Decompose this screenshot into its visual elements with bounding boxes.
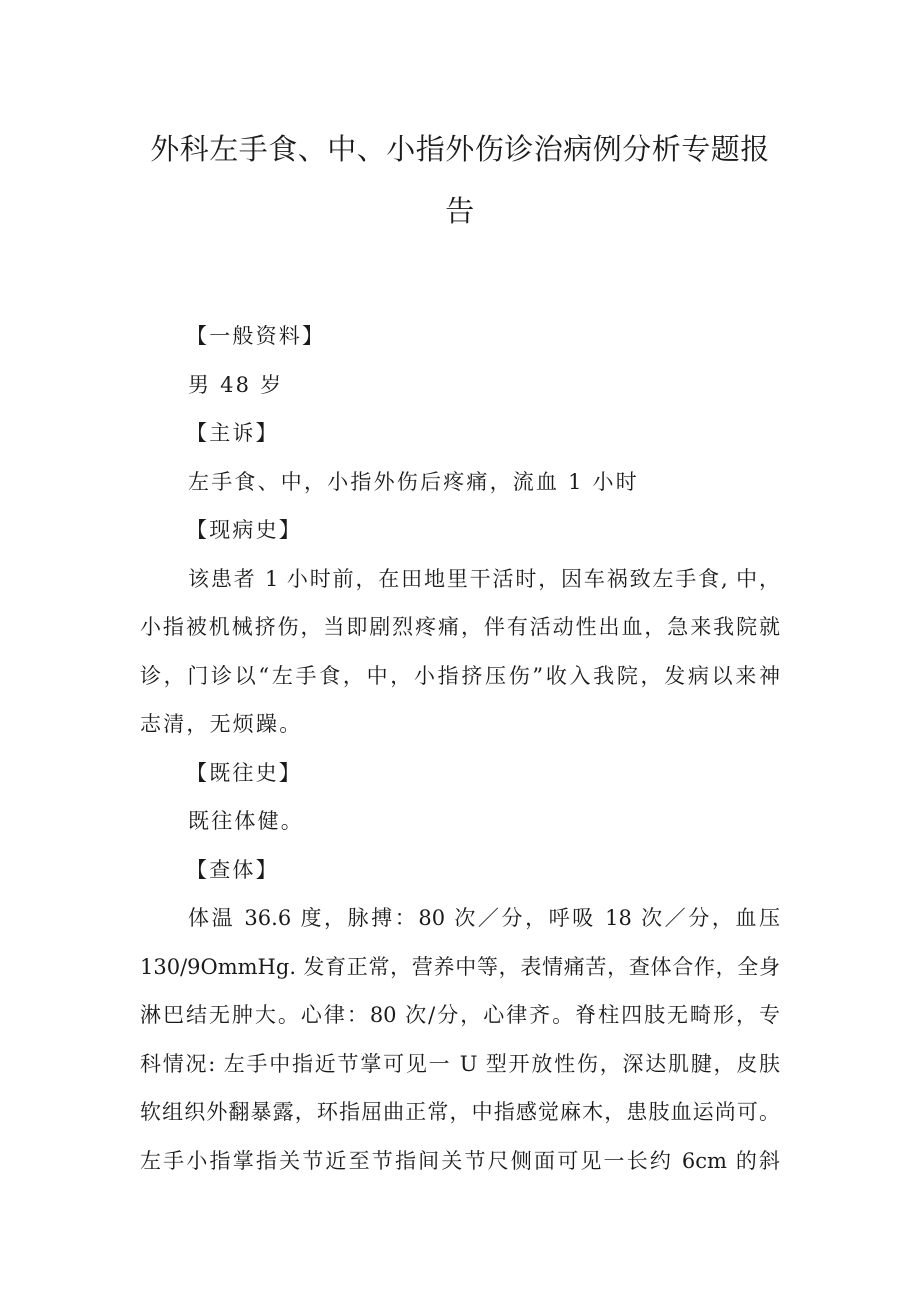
section-heading-exam: 【查体】 [186, 858, 279, 882]
exam-line: 软组织外翻暴露，环指屈曲正常，中指感觉麻木，患肢血运尚可。 [140, 1100, 780, 1124]
complaint-text: 左手食、中，小指外伤后疼痛，流血 1 小时 [188, 470, 639, 494]
exam-line: 体温 36.6 度，脉搏：80 次／分，呼吸 18 次／分，血压 [188, 906, 780, 930]
general-info-text: 男 48 岁 [188, 373, 284, 397]
section-heading-general-info: 【一般资料】 [186, 324, 326, 348]
present-illness-line: 该患者 1 小时前，在田地里干活时，因车祸致左手食, 中， [188, 567, 780, 591]
section-heading-complaint: 【主诉】 [186, 421, 279, 445]
section-heading-past-history: 【既往史】 [186, 761, 302, 785]
exam-line: 科情况: 左手中指近节掌可见一 U 型开放性伤，深达肌腱，皮肤 [140, 1052, 780, 1076]
exam-line: 左手小指掌指关节近至节指间关节尺侧面可见一长约 6cm 的斜 [140, 1149, 780, 1173]
document-title: 外科左手食、中、小指外伤诊治病例分析专题报告 [150, 132, 770, 228]
present-illness-line: 小指被机械挤伤，当即剧烈疼痛，伴有活动性出血，急来我院就 [140, 615, 780, 639]
present-illness-line: 志清，无烦躁。 [140, 712, 303, 736]
past-history-text: 既往体健。 [188, 809, 304, 833]
exam-line: 淋巴结无肿大。心律：80 次/分，心律齐。脊柱四肢无畸形，专 [140, 1003, 780, 1027]
present-illness-line: 诊，门诊以“左手食，中，小指挤压伤”收入我院，发病以来神 [140, 664, 780, 688]
exam-line: 130/9OmmHg. 发育正常，营养中等，表情痛苦，查体合作，全身 [140, 955, 780, 979]
section-heading-present-illness: 【现病史】 [186, 518, 302, 542]
